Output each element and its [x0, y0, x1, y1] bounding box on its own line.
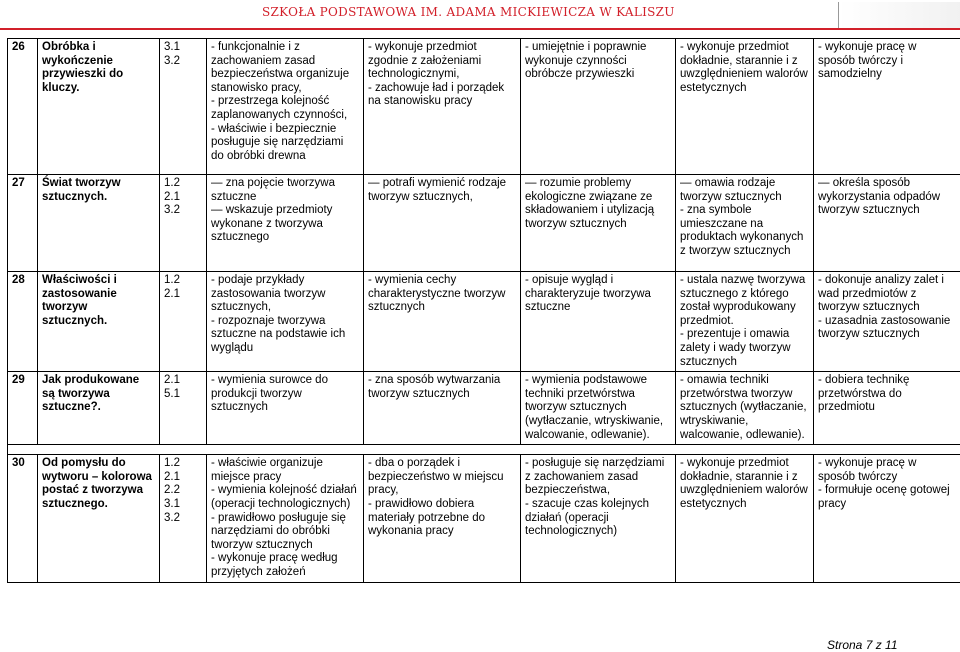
grade-dobry: - umiejętnie i poprawnie wykonuje czynności obróbcze przywieszki: [521, 39, 676, 175]
lesson-topic: Od pomysłu do wytworu – kolorowa postać z tworzywa sztucznego.: [38, 455, 160, 583]
grade-dostateczny: - wykonuje przedmiot zgodnie z założeniami technologicznymi, - zachowuje ład i porządek na stanowisku pracy: [364, 39, 521, 175]
lesson-number: 29: [8, 372, 38, 445]
grade-bardzo-dobry: - wykonuje przedmiot dokładnie, starannie i z uwzględnieniem walorów estetycznych: [676, 455, 814, 583]
lesson-number: 28: [8, 272, 38, 372]
grade-bardzo-dobry: - wykonuje przedmiot dokładnie, starannie i z uwzględnieniem walorów estetycznych: [676, 39, 814, 175]
school-name: SZKOŁA PODSTAWOWA IM. ADAMA MICKIEWICZA W KALISZU: [262, 5, 675, 19]
grade-dopuszczajacy: - wymienia surowce do produkcji tworzyw sztucznych: [207, 372, 364, 445]
lesson-topic: Właściwości i zastosowanie tworzyw sztucznych.: [38, 272, 160, 372]
lesson-topic: Świat tworzyw sztucznych.: [38, 175, 160, 272]
grade-celujacy: - dobiera technikę przetwórstwa do przedmiotu: [814, 372, 960, 445]
table-gap: [8, 445, 960, 455]
lesson-number: 30: [8, 455, 38, 583]
lesson-number: 27: [8, 175, 38, 272]
requirements-ref: 3.1 3.2: [160, 39, 207, 175]
requirements-ref: 2.1 5.1: [160, 372, 207, 445]
lesson-plan-table: [7, 38, 960, 583]
page-header: [0, 0, 960, 36]
grade-dostateczny: — potrafi wymienić rodzaje tworzyw sztucznych,: [364, 175, 521, 272]
table-row: [8, 272, 960, 372]
lesson-number: 26: [8, 39, 38, 175]
grade-dostateczny: - dba o porządek i bezpieczeństwo w miejscu pracy, - prawidłowo dobiera materiały potrzebne do wykonania pracy: [364, 455, 521, 583]
grade-bardzo-dobry: — omawia rodzaje tworzyw sztucznych - zna symbole umieszczane na produktach wykonanych z tworzyw sztucznych: [676, 175, 814, 272]
lesson-topic: Obróbka i wykończenie przywieszki do kluczy.: [38, 39, 160, 175]
grade-dobry: - posługuje się narzędziami z zachowaniem zasad bezpieczeństwa, - szacuje czas kolejnych działań (operacji technologicznych): [521, 455, 676, 583]
header-logo-box: [838, 2, 960, 29]
grade-celujacy: — określa sposób wykorzystania odpadów tworzyw sztucznych: [814, 175, 960, 272]
grade-celujacy: - wykonuje pracę w sposób twórczy - formułuje ocenę gotowej pracy: [814, 455, 960, 583]
grade-dobry: - opisuje wygląd i charakteryzuje tworzywa sztuczne: [521, 272, 676, 372]
grade-bardzo-dobry: - ustala nazwę tworzywa sztucznego z którego został wyprodukowany przedmiot. - prezentuje i omawia zalety i wady tworzyw sztucznych: [676, 272, 814, 372]
grade-dopuszczajacy: - podaje przykłady zastosowania tworzyw sztucznych, - rozpoznaje tworzywa sztuczne na podstawie ich wyglądu: [207, 272, 364, 372]
grade-dostateczny: - zna sposób wytwarzania tworzyw sztucznych: [364, 372, 521, 445]
grade-dobry: - wymienia podstawowe techniki przetwórstwa tworzyw sztucznych (wytłaczanie, wtryskiwanie, walcowanie, odlewanie).: [521, 372, 676, 445]
grade-dopuszczajacy: — zna pojęcie tworzywa sztuczne — wskazuje przedmioty wykonane z tworzywa sztucznego: [207, 175, 364, 272]
requirements-ref: 1.2 2.1: [160, 272, 207, 372]
grade-dobry: — rozumie problemy ekologiczne związane ze składowaniem i utylizacją tworzyw sztucznych: [521, 175, 676, 272]
table-row: [8, 175, 960, 272]
grade-bardzo-dobry: - omawia techniki przetwórstwa tworzyw sztucznych (wytłaczanie, wtryskiwanie, walcowanie, odlewanie).: [676, 372, 814, 445]
grade-dopuszczajacy: - funkcjonalnie i z zachowaniem zasad bezpieczeństwa organizuje stanowisko pracy, - przestrzega kolejność zaplanowanych czynności, - właściwie i bezpiecznie posługuje się narzędziami do obróbki drewna: [207, 39, 364, 175]
grade-celujacy: - dokonuje analizy zalet i wad przedmiotów z tworzyw sztucznych - uzasadnia zastosowanie tworzyw sztucznych: [814, 272, 960, 372]
table-row: [8, 39, 960, 175]
header-rule: [0, 28, 960, 30]
lesson-topic: Jak produkowane są tworzywa sztuczne?.: [38, 372, 160, 445]
grade-dostateczny: - wymienia cechy charakterystyczne tworzyw sztucznych: [364, 272, 521, 372]
requirements-ref: 1.2 2.1 3.2: [160, 175, 207, 272]
requirements-ref: 1.2 2.1 2.2 3.1 3.2: [160, 455, 207, 583]
table-row: [8, 455, 960, 583]
grade-celujacy: - wykonuje pracę w sposób twórczy i samodzielny: [814, 39, 960, 175]
grade-dopuszczajacy: - właściwie organizuje miejsce pracy - wymienia kolejność działań (operacji technologicznych) - prawidłowo posługuje się narzędziami do obróbki tworzyw sztucznych - wykonuje pracę według przyjętych założeń: [207, 455, 364, 583]
page-number: Strona 7 z 11: [827, 638, 898, 652]
table-row: [8, 372, 960, 445]
